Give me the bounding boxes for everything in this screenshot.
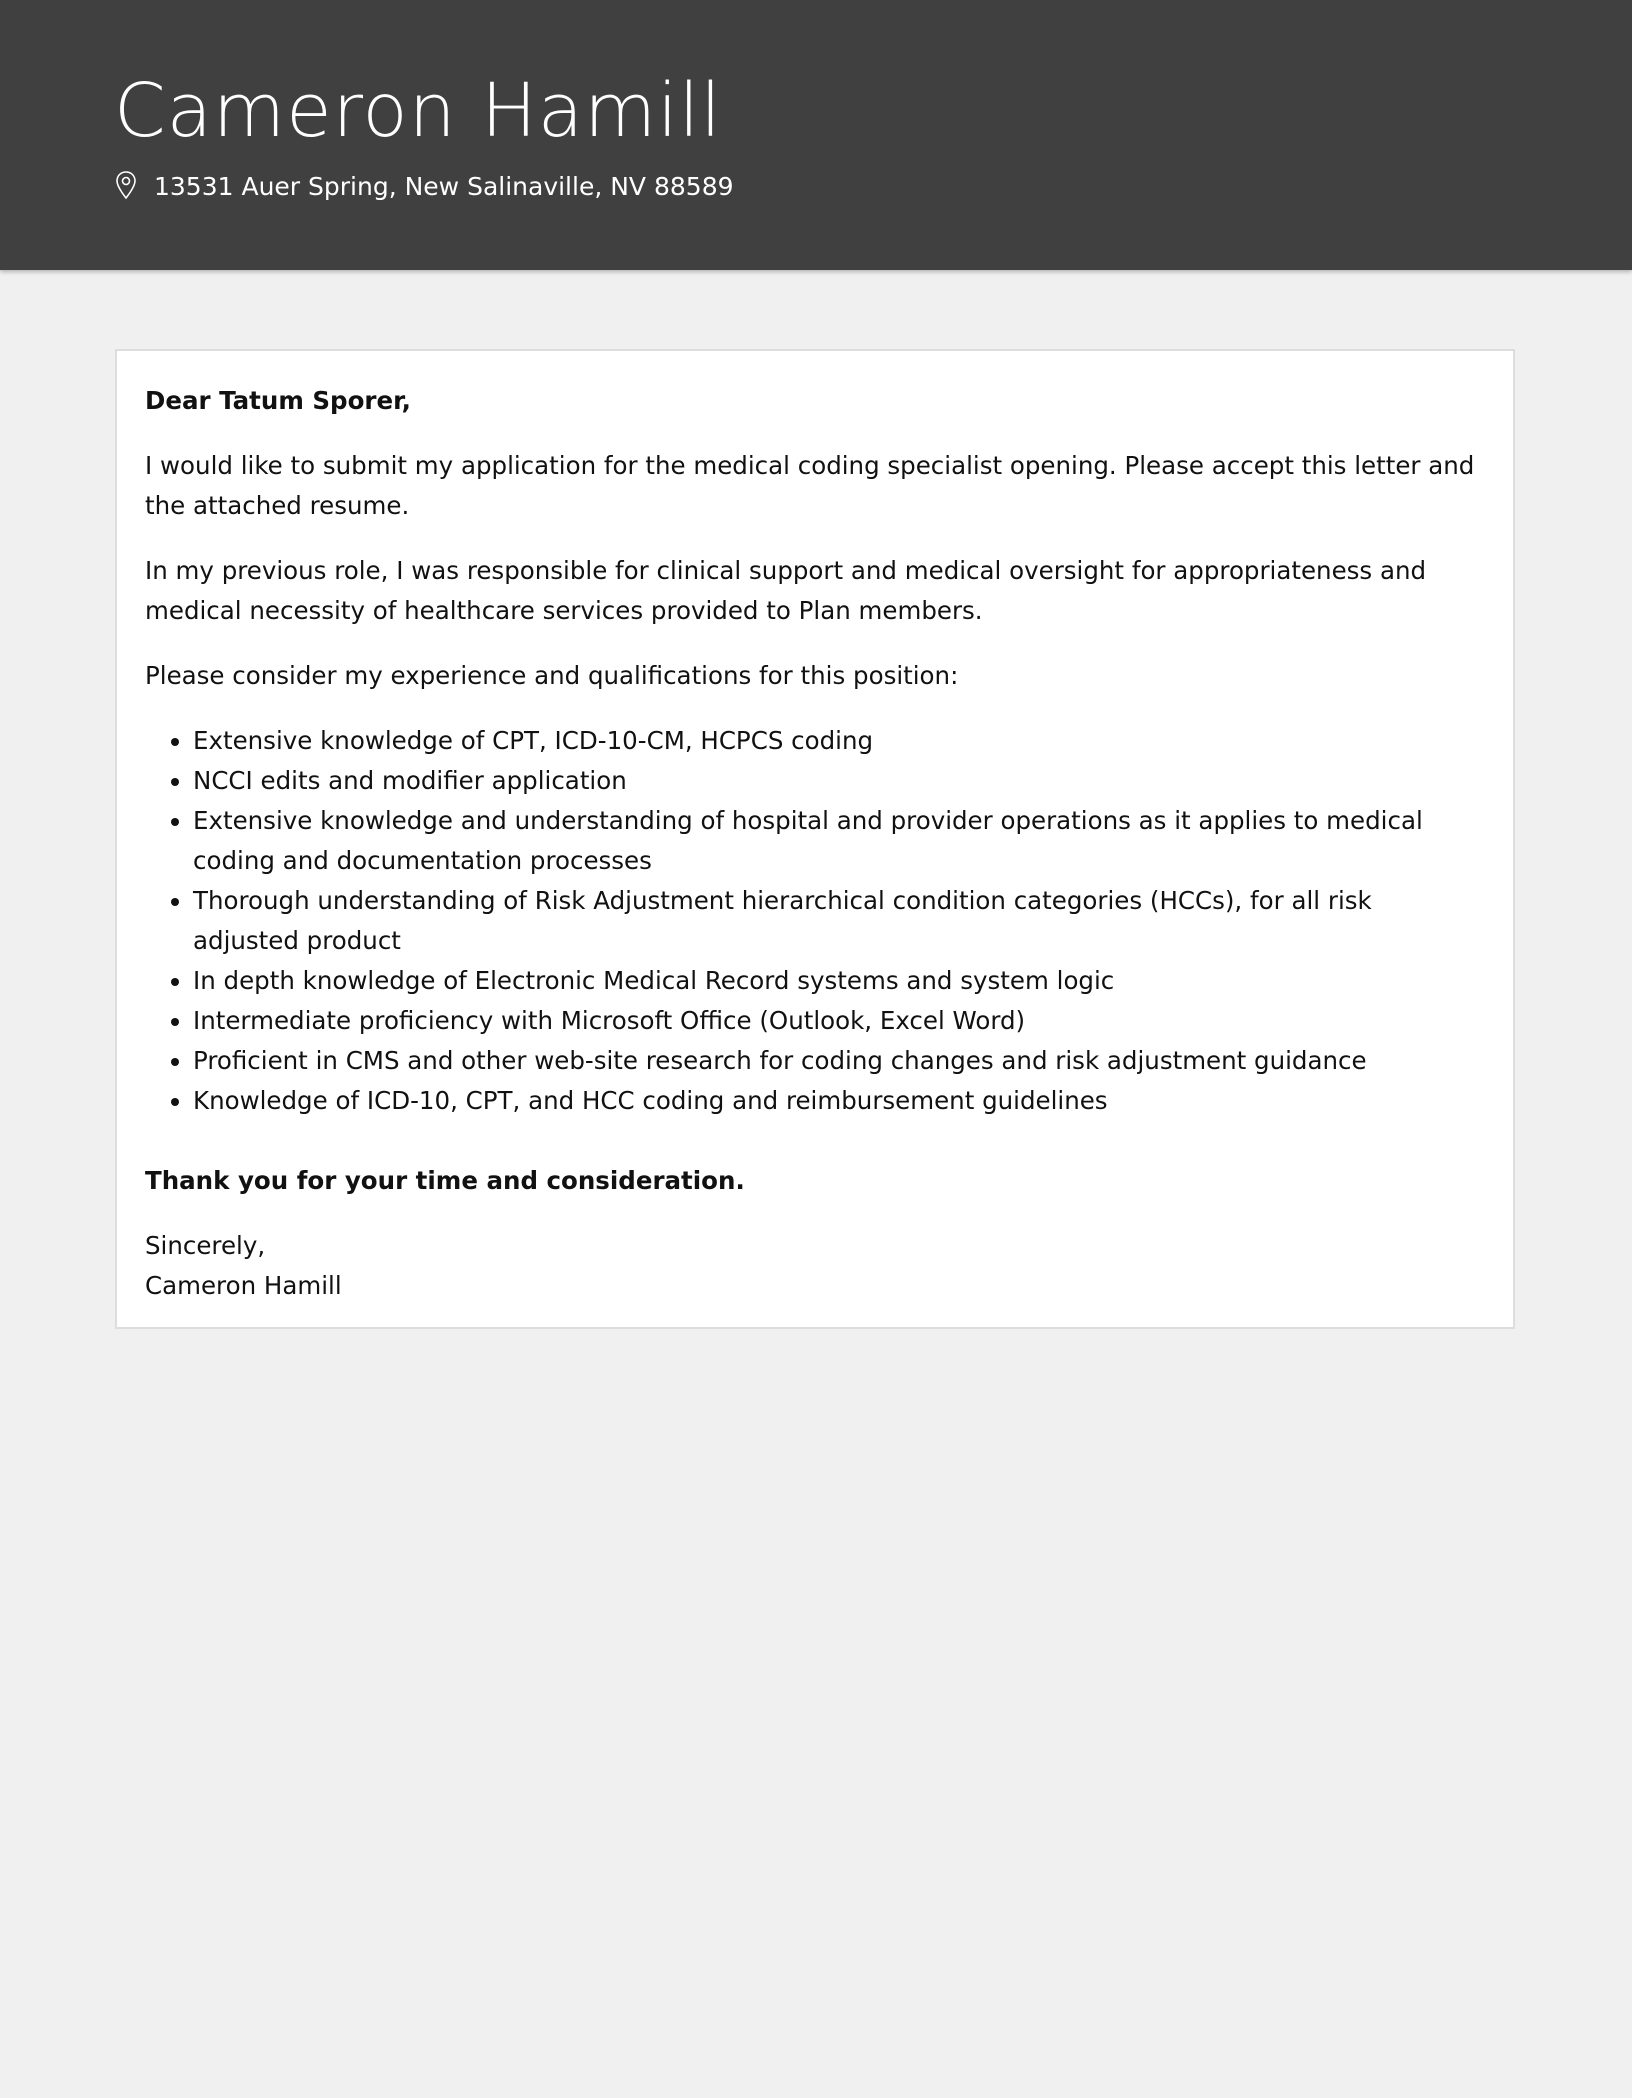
thanks-line: Thank you for your time and consideration. xyxy=(145,1166,745,1195)
address-row xyxy=(114,166,734,206)
signature: Cameron Hamill xyxy=(145,1271,342,1300)
map-pin-icon xyxy=(114,170,138,202)
experience-paragraph: In my previous role, I was responsible for clinical support and medical oversight for appropriateness and medical necessity of healthcare services provided to Plan members. xyxy=(145,556,1427,625)
list-item: • Extensive knowledge of CPT, ICD-10-CM, HCPCS coding xyxy=(193,721,1485,761)
list-item: • Proficient in CMS and other web-site research for coding changes and risk adjustment guidance xyxy=(193,1041,1485,1081)
list-item: • In depth knowledge of Electronic Medical Record systems and system logic xyxy=(193,961,1485,1001)
applicant-name: Cameron Hamill xyxy=(114,68,722,154)
qualifications-list xyxy=(145,721,1485,1121)
list-item: • NCCI edits and modifier application xyxy=(193,761,1485,801)
list-item: • Knowledge of ICD-10, CPT, and HCC coding and reimbursement guidelines xyxy=(193,1081,1485,1121)
cover-letter-card xyxy=(115,349,1515,1329)
page-header xyxy=(0,0,1632,270)
list-item: • Extensive knowledge and understanding of hospital and provider operations as it applies to medical coding and documentation processes xyxy=(193,801,1485,881)
intro-paragraph: I would like to submit my application for the medical coding specialist opening. Please accept this letter and the attached resume. xyxy=(145,451,1475,520)
qualifications-intro: Please consider my experience and qualifications for this position: xyxy=(145,661,959,690)
applicant-address: 13531 Auer Spring, New Salinaville, NV 88589 xyxy=(154,171,734,201)
salutation: Dear Tatum Sporer, xyxy=(145,386,411,415)
list-item: • Thorough understanding of Risk Adjustment hierarchical condition categories (HCCs), for all risk adjusted product xyxy=(193,881,1485,961)
list-item: • Intermediate proficiency with Microsoft Office (Outlook, Excel Word) xyxy=(193,1001,1485,1041)
closing: Sincerely, xyxy=(145,1231,266,1260)
